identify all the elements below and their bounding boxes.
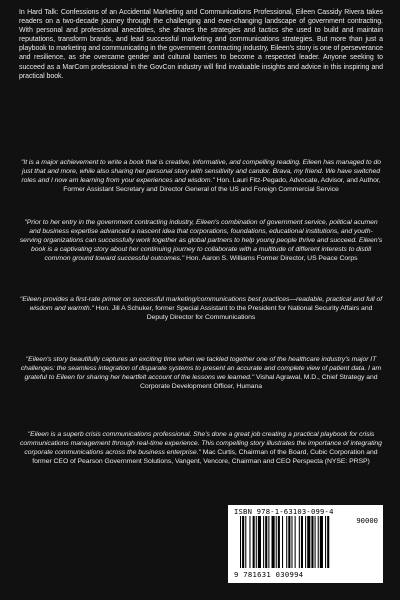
barcode-bar xyxy=(307,516,310,568)
barcode-bar xyxy=(240,516,241,568)
quote-text: "Eileen's story beautifully captures an exciting time when we tackled together one of the healthcare industry's major IT challenges: the seamless integration of disparate systems to present an accurate and complete view of patient data. I am grateful to Eileen for sharing her heartfelt account of the lessons we learned." xyxy=(20,356,382,381)
quote-attribution: Hon. Lauri Fitz-Pegado, Advocate, Advisor, and Author, Former Assistant Secretary and Director General of the US and Foreign Commercial Service xyxy=(63,176,381,193)
barcode-bar xyxy=(320,516,323,568)
isbn-barcode xyxy=(228,505,383,583)
barcode-bar xyxy=(268,516,269,568)
barcode-bar xyxy=(286,516,287,568)
book-description: In Hard Talk: Confessions of an Accidental Marketing and Communications Professional, Eileen Cassidy Rivera takes readers on a two-decade journey through the challenging and ever-changing landscape of government contracting. With personal and professional anecdotes, she shares the strategies and tactics she used to build and maintain reputations, transform brands, and lead successful marketing and communications strategies. But more than just a playbook to marketing and communicating in the government contracting industry, Eileen's story is one of perseverance and resilience, as she overcame gender and cultural barriers to become a respected leader. Anyone seeking to succeed as a MarCom professional in the GovCon industry will find invaluable insights and advice in this inspiring and practical book. xyxy=(19,9,383,80)
endorsement-quote xyxy=(19,431,383,467)
barcode-bar xyxy=(315,516,316,568)
barcode-bar xyxy=(258,516,261,568)
barcode-bar xyxy=(256,516,257,568)
barcode-bar xyxy=(291,516,292,568)
quote-text: "It is a major achievement to write a book that is creative, informative, and compelling reading. Eileen has managed to do just that and more, while also sharing her personal story with sensitivity and candor. Brava, my friend. We have switched roles and I now am learning from your experiences and wisdom." xyxy=(20,159,381,184)
quote-attribution: Hon. Jill A Schuker, former Special Assistant to the President for National Security Affairs and Deputy Director for Communications xyxy=(93,304,373,321)
barcode-bar xyxy=(325,516,326,568)
barcode-bar xyxy=(288,516,290,568)
barcode-bars xyxy=(238,516,378,568)
barcode-bar xyxy=(249,516,250,568)
barcode-bar xyxy=(282,516,283,568)
quote-attribution: Hon. Aaron S. Williams Former Director, US Peace Corps xyxy=(184,254,358,262)
quote-text: "Prior to her entry in the government contracting industry, Eileen's combination of government service, political acumen and business expertise advanced a nascent idea that corporations, foundations, educational institutions, and youth-serving organizations can successfully work together as global partners to help young people thrive and succeed. Eileen's book is a captivating story about her continuing journey to collaborate with a multitude of different interests to distill common ground toward successful outcomes." xyxy=(19,219,383,262)
barcode-bar xyxy=(318,516,319,568)
barcode-bar xyxy=(272,516,275,568)
barcode-bar xyxy=(276,516,277,568)
barcode-bar xyxy=(265,516,267,568)
endorsement-quote xyxy=(19,296,383,323)
barcode-bar xyxy=(301,516,303,568)
quote-attribution: Vishal Agrawal, M.D., Chief Strategy and Corporate Development Officer, Humana xyxy=(139,373,378,390)
quote-attribution: Mac Curtis, Chairman of the Board, Cubic Corporation and former CEO of Pearson Government Solutions, Vangent, Vencore, Chairman and CEO Perspecta (NYSE: PRSP) xyxy=(32,448,378,465)
quote-text: "Eileen is a superb crisis communications professional. She's done a great job creating a practical playbook for crisis communications management through real-time experience. This compelling story illustrates the importance of integrating corporate communications across the business enterprise." xyxy=(20,431,382,456)
endorsement-quote xyxy=(19,159,383,195)
barcode-bar xyxy=(242,516,244,568)
endorsement-quote xyxy=(19,356,383,392)
barcode-bar xyxy=(278,516,280,568)
barcode-bar xyxy=(295,516,296,568)
barcode-bar xyxy=(327,516,329,568)
quote-text: "Eileen provides a first-rate primer on successful marketing/communications best practices—readable, practical and full of wisdom and warmth." xyxy=(19,296,383,312)
barcode-bar xyxy=(299,516,300,568)
isbn-label: ISBN 978-1-63103-099-4 xyxy=(234,507,334,516)
isbn-digits: 9 781631 030994 xyxy=(234,570,304,579)
price-code: 90000 xyxy=(356,516,378,525)
barcode-bar xyxy=(253,516,255,568)
barcode-bar xyxy=(305,516,306,568)
barcode-bar xyxy=(311,516,313,568)
barcode-bar xyxy=(245,516,246,568)
barcode-bar xyxy=(263,516,264,568)
endorsement-quote xyxy=(19,219,383,264)
